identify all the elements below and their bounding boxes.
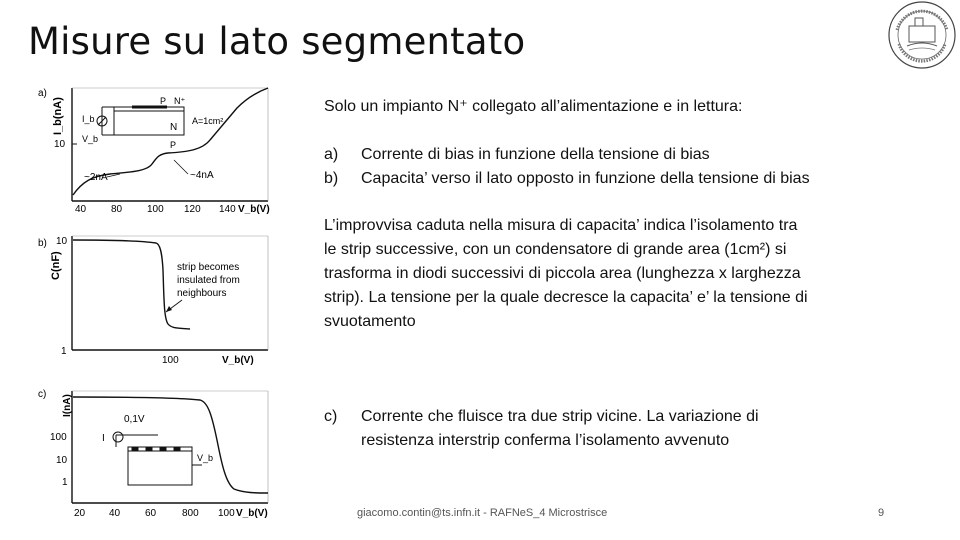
figure-a-ylabel: I_b(nA) [52, 97, 64, 135]
list-c [324, 405, 759, 453]
list-item-b [324, 167, 810, 191]
list-ab [324, 143, 810, 191]
figure-a-xtick-140: 140 [219, 204, 236, 215]
figure-c-inset [113, 432, 202, 485]
figure-b-annotation-line1: strip becomes [177, 262, 240, 273]
figure-a-xtick-120: 120 [184, 204, 201, 215]
figure-a-annotation-right: ~4nA [190, 170, 214, 181]
figure-a-inset-nplus: N⁺ [174, 96, 186, 106]
figure-a-inset-vb: V_b [82, 134, 99, 144]
figure-c-inset-voltage: 0,1V [124, 414, 145, 425]
figure-a-inset-p: P [160, 96, 167, 106]
list-item-a [324, 143, 810, 167]
figure-b-xlabel: V_b(V) [222, 355, 254, 366]
figure-a-xtick-80: 80 [111, 204, 123, 215]
figure-c-curve [73, 397, 268, 493]
list-marker-a: a) [324, 146, 339, 163]
figure-a-ytick: 10 [54, 139, 66, 150]
figure-a-xtick-100: 100 [147, 204, 164, 215]
figure-c-xtick-60: 60 [145, 508, 157, 519]
figure-c-xtick-20: 20 [74, 508, 86, 519]
figure-c-xtick-100: 100 [218, 508, 235, 519]
figure-c-ytick-100: 100 [50, 432, 67, 443]
figure-b-xtick-100: 100 [162, 355, 179, 366]
list-item-c [324, 405, 759, 453]
figure-b-ytick-1: 1 [61, 346, 67, 357]
figure-c-inset-vb: V_b [197, 453, 214, 463]
list-text-c-line1: Corrente che fluisce tra due strip vicine. La variazione di [361, 408, 759, 425]
figure-a-bias-current [32, 80, 282, 215]
paragraph-line: trasforma in diodi successivi di piccola area (lunghezza x larghezza [324, 265, 801, 282]
list-text-b: Capacita’ verso il lato opposto in funzione della tensione di bias [361, 170, 810, 187]
figure-c-xlabel: V_b(V) [236, 508, 268, 519]
list-marker-c: c) [324, 408, 338, 425]
figure-c-ytick-10: 10 [56, 455, 68, 466]
figure-c-xtick-800: 800 [182, 508, 199, 519]
paragraph-line: L’improvvisa caduta nella misura di capacita’ indica l’isolamento tra [324, 217, 798, 234]
figure-c-ytick-1: 1 [62, 477, 68, 488]
figure-a-xtick-40: 40 [75, 204, 87, 215]
list-marker-b: b) [324, 170, 339, 187]
list-text-a: Corrente di bias in funzione della tensione di bias [361, 146, 710, 163]
figure-a-inset-area: A=1cm² [192, 116, 224, 126]
figure-b-ylabel: C(nF) [50, 251, 62, 280]
figure-a-panel-label: a) [38, 88, 47, 99]
explanation-paragraph [324, 214, 808, 334]
list-text-c-line2: resistenza interstrip conferma l’isolamento avvenuto [361, 432, 730, 449]
paragraph-line: le strip successive, con un condensatore di grande area (1cm²) si [324, 241, 787, 258]
figure-a-inset-p2: P [170, 140, 177, 150]
figure-b-annotation-line2: insulated from [177, 275, 240, 286]
figure-c-interstrip-current [32, 385, 282, 520]
figure-b-annotation-line3: neighbours [177, 288, 227, 299]
figure-c-xtick-40: 40 [109, 508, 121, 519]
figure-a-inset-n: N [170, 122, 178, 133]
figure-c-ylabel: I(nA) [62, 394, 73, 417]
page-number: 9 [878, 507, 885, 519]
university-seal-logo [887, 0, 957, 70]
figure-c-inset-i: I [102, 433, 105, 444]
figure-c-panel-label: c) [38, 389, 47, 400]
figure-b-panel-label: b) [38, 238, 47, 249]
figure-a-annotation-left: ~2nA [84, 172, 108, 183]
intro-text: Solo un impianto N⁺ collegato all’alimentazione e in lettura: [324, 98, 743, 115]
paragraph-line: strip). La tensione per la quale decresce la capacita’ e’ la tensione di [324, 289, 808, 306]
figure-a-inset-ib: I_b [82, 114, 95, 124]
figure-b-capacitance [32, 230, 282, 370]
slide-title: Misure su lato segmentato [28, 20, 526, 63]
figure-b-ytick-10: 10 [56, 236, 68, 247]
paragraph-line: svuotamento [324, 313, 416, 330]
figure-b-curve [73, 240, 190, 329]
footer-text: giacomo.contin@ts.infn.it - RAFNeS_4 Microstrisce [357, 507, 608, 519]
figure-a-xlabel: V_b(V) [238, 204, 270, 215]
